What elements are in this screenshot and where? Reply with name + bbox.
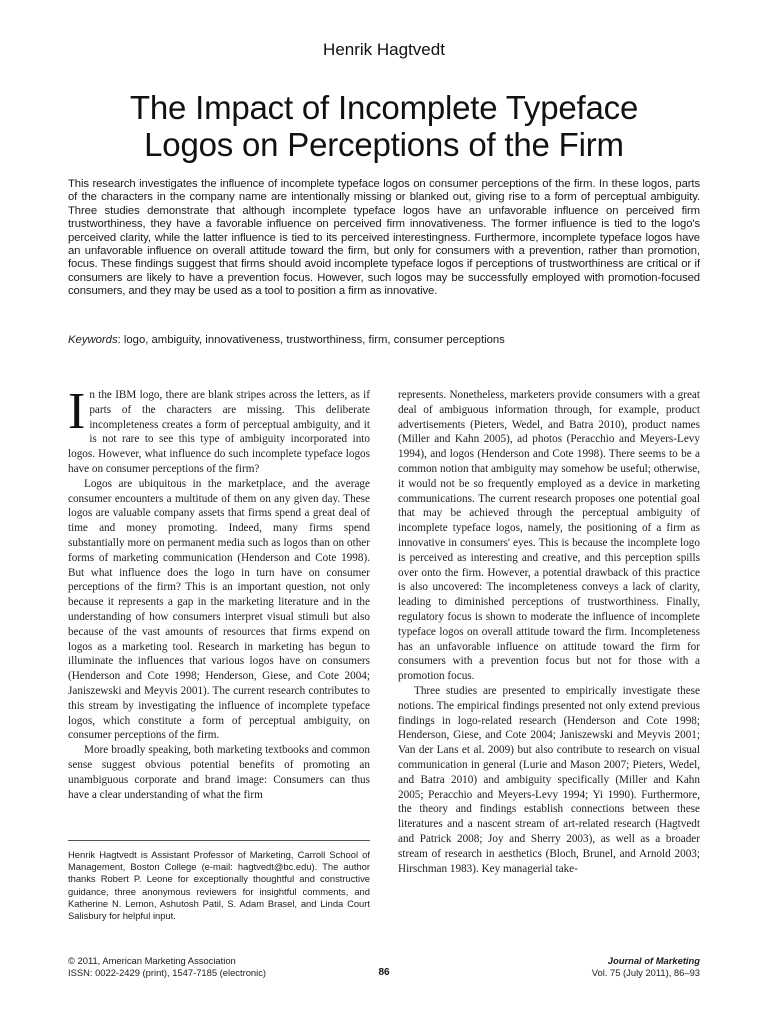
footer-right — [500, 955, 700, 979]
keywords-label: Keywords — [68, 334, 118, 346]
footnote-divider — [68, 840, 370, 841]
journal-name: Journal of Marketing — [607, 955, 700, 966]
copyright: © 2011, American Marketing Association — [68, 955, 236, 966]
paper-title — [40, 89, 728, 163]
body-paragraph: In the IBM logo, there are blank stripes across the letters, as if parts of the characters are missing. This deliberate incompleteness creates a form of perceptual ambiguity, and it is not rare to see this type of ambiguity incorporated into logos. However, what influence do such incomplete typeface logos have on consumer perceptions of the firm? — [68, 383, 370, 475]
title-line-1: The Impact of Incomplete Typeface — [129, 89, 639, 126]
author-footnote: Henrik Hagtvedt is Assistant Professor of Marketing, Carroll School of Management, Boston College (e-mail: hagtvedt@bc.edu). The author thanks Robert P. Leone for exceptionally thoughtful and constructive guidance, three anonymous reviewers for insightful comments, and Katherine N. Lemon, Ashutosh Patil, S. Adam Brasel, and Linda Court Salisbury for helpful input. — [68, 849, 370, 922]
body-column-left — [68, 383, 370, 802]
body-paragraph: Logos are ubiquitous in the marketplace, and the average consumer encounters a multitude of them on any given day. These logos are valuable company assets that firms spend a great deal of time and money promoting. Indeed, many firms spend substantially more on permanent media such as logos than on other forms of marketing communication (Henderson and Cote 1998). But what influence does the logo in turn have on consumer perceptions of the firm? This is an important question, not only because it represents a gap in the marketing literature and in the understanding of how consumers interpret visual stimuli but also because of the vast amounts of resources that firms expend on logos as a marketing tool. Research in marketing has begun to illuminate the influences that various logos have on consumers (Henderson and Cote 1998; Henderson, Giese, and Cote 2004; Janiszewski and Meyvis 2001). The current research contributes to this stream by investigating the influence of incomplete typeface logos, which constitute a form of perceptual ambiguity, on consumer perceptions of the firm. — [68, 477, 370, 742]
title-line-2: Logos on Perceptions of the Firm — [144, 126, 624, 163]
body-column-right — [398, 388, 700, 876]
author-name: Henrik Hagtvedt — [323, 40, 445, 59]
journal-volume: Vol. 75 (July 2011), 86–93 — [591, 967, 700, 978]
footer-left — [68, 955, 328, 979]
body-paragraph: More broadly speaking, both marketing textbooks and common sense suggest obvious potential benefits of promoting an unambiguous corporate and brand image: Consumers can thus have a clear understanding of what the firm — [68, 744, 370, 801]
abstract: This research investigates the influence of incomplete typeface logos on consumer perceptions of the firm. In these logos, parts of the characters in the company name are intentionally missing or blanked out, giving rise to a form of perceptual ambiguity. Three studies demonstrate that although incomplete typeface logos have an unfavorable influence on perceived firm trustworthiness, they have a favorable influence on perceived firm innovativeness. The former influence is tied to the logo's perceived clarity, while the latter influence is tied to its perceived interestingness. Furthermore, incomplete typeface logos have an unfavorable influence on overall attitude toward the firm, but only for consumers with a prevention, rather than promotion, focus. These findings suggest that firms should avoid incomplete typeface logos if perceptions of trustworthiness are critical or if consumers are likely to have a prevention focus. However, such logos may be successfully employed with promotion-focused consumers, and they may be used as a tool to position a firm as innovative. — [68, 178, 700, 298]
body-paragraph: represents. Nonetheless, marketers provide consumers with a great deal of ambiguous information through, for example, product advertisements (Pieters, Wedel, and Batra 2010), product names (Miller and Kahn 2005), ad photos (Peracchio and Meyers-Levy 1994), and logos (Henderson and Cote 1998). There seems to be a common notion that ambiguity may somehow be useful; otherwise, it would not be so frequently employed as a device in marketing communications. The current research proposes one potential goal that may be achieved through the perceptual ambiguity of incomplete typeface logos, namely, the positioning of a firm as innovative in consumers' eyes. This is because the incomplete logo is perceived as interesting and creative, and this perception spills over onto the firm. However, a potential drawback of this practice is also uncovered: The incompleteness conveys a lack of clarity, leading to diminished perceptions of trustworthiness. Finally, regulatory focus is shown to moderate the influence of incomplete typeface logos on overall attitude toward the firm. Incompleteness has an unfavorable influence on attitude toward the firm for consumers with a prevention focus but not for those with a promotion focus. — [398, 389, 700, 683]
keywords — [68, 333, 700, 347]
drop-cap: I — [68, 383, 86, 440]
issn: ISSN: 0022-2429 (print), 1547-7185 (electronic) — [68, 967, 267, 978]
page-number: 86 — [378, 967, 390, 978]
body-paragraph: Three studies are presented to empirically investigate these notions. The empirical findings presented not only extend previous findings in logo-related research (Henderson and Cote 1998; Henderson, Giese, and Cote 2004; Janiszewski and Meyvis 2001; Van der Lans et al. 2009) but also contribute to research on visual communication in general (Lurie and Mason 2007; Pieters, Wedel, and Batra 2010) and ambiguity specifically (Miller and Kahn 2005; Peracchio and Meyers-Levy 1994; Yi 1990). Furthermore, the theory and findings establish connections between these literatures and a nascent stream of art-related research (Hagtvedt and Patrick 2008; Joy and Sherry 2003), as well as a broader stream of research in aesthetics (Bloch, Brunel, and Arnold 2003; Hirschman 1983). Key managerial take- — [398, 684, 700, 875]
keywords-text: : logo, ambiguity, innovativeness, trustworthiness, firm, consumer perceptions — [117, 334, 505, 346]
